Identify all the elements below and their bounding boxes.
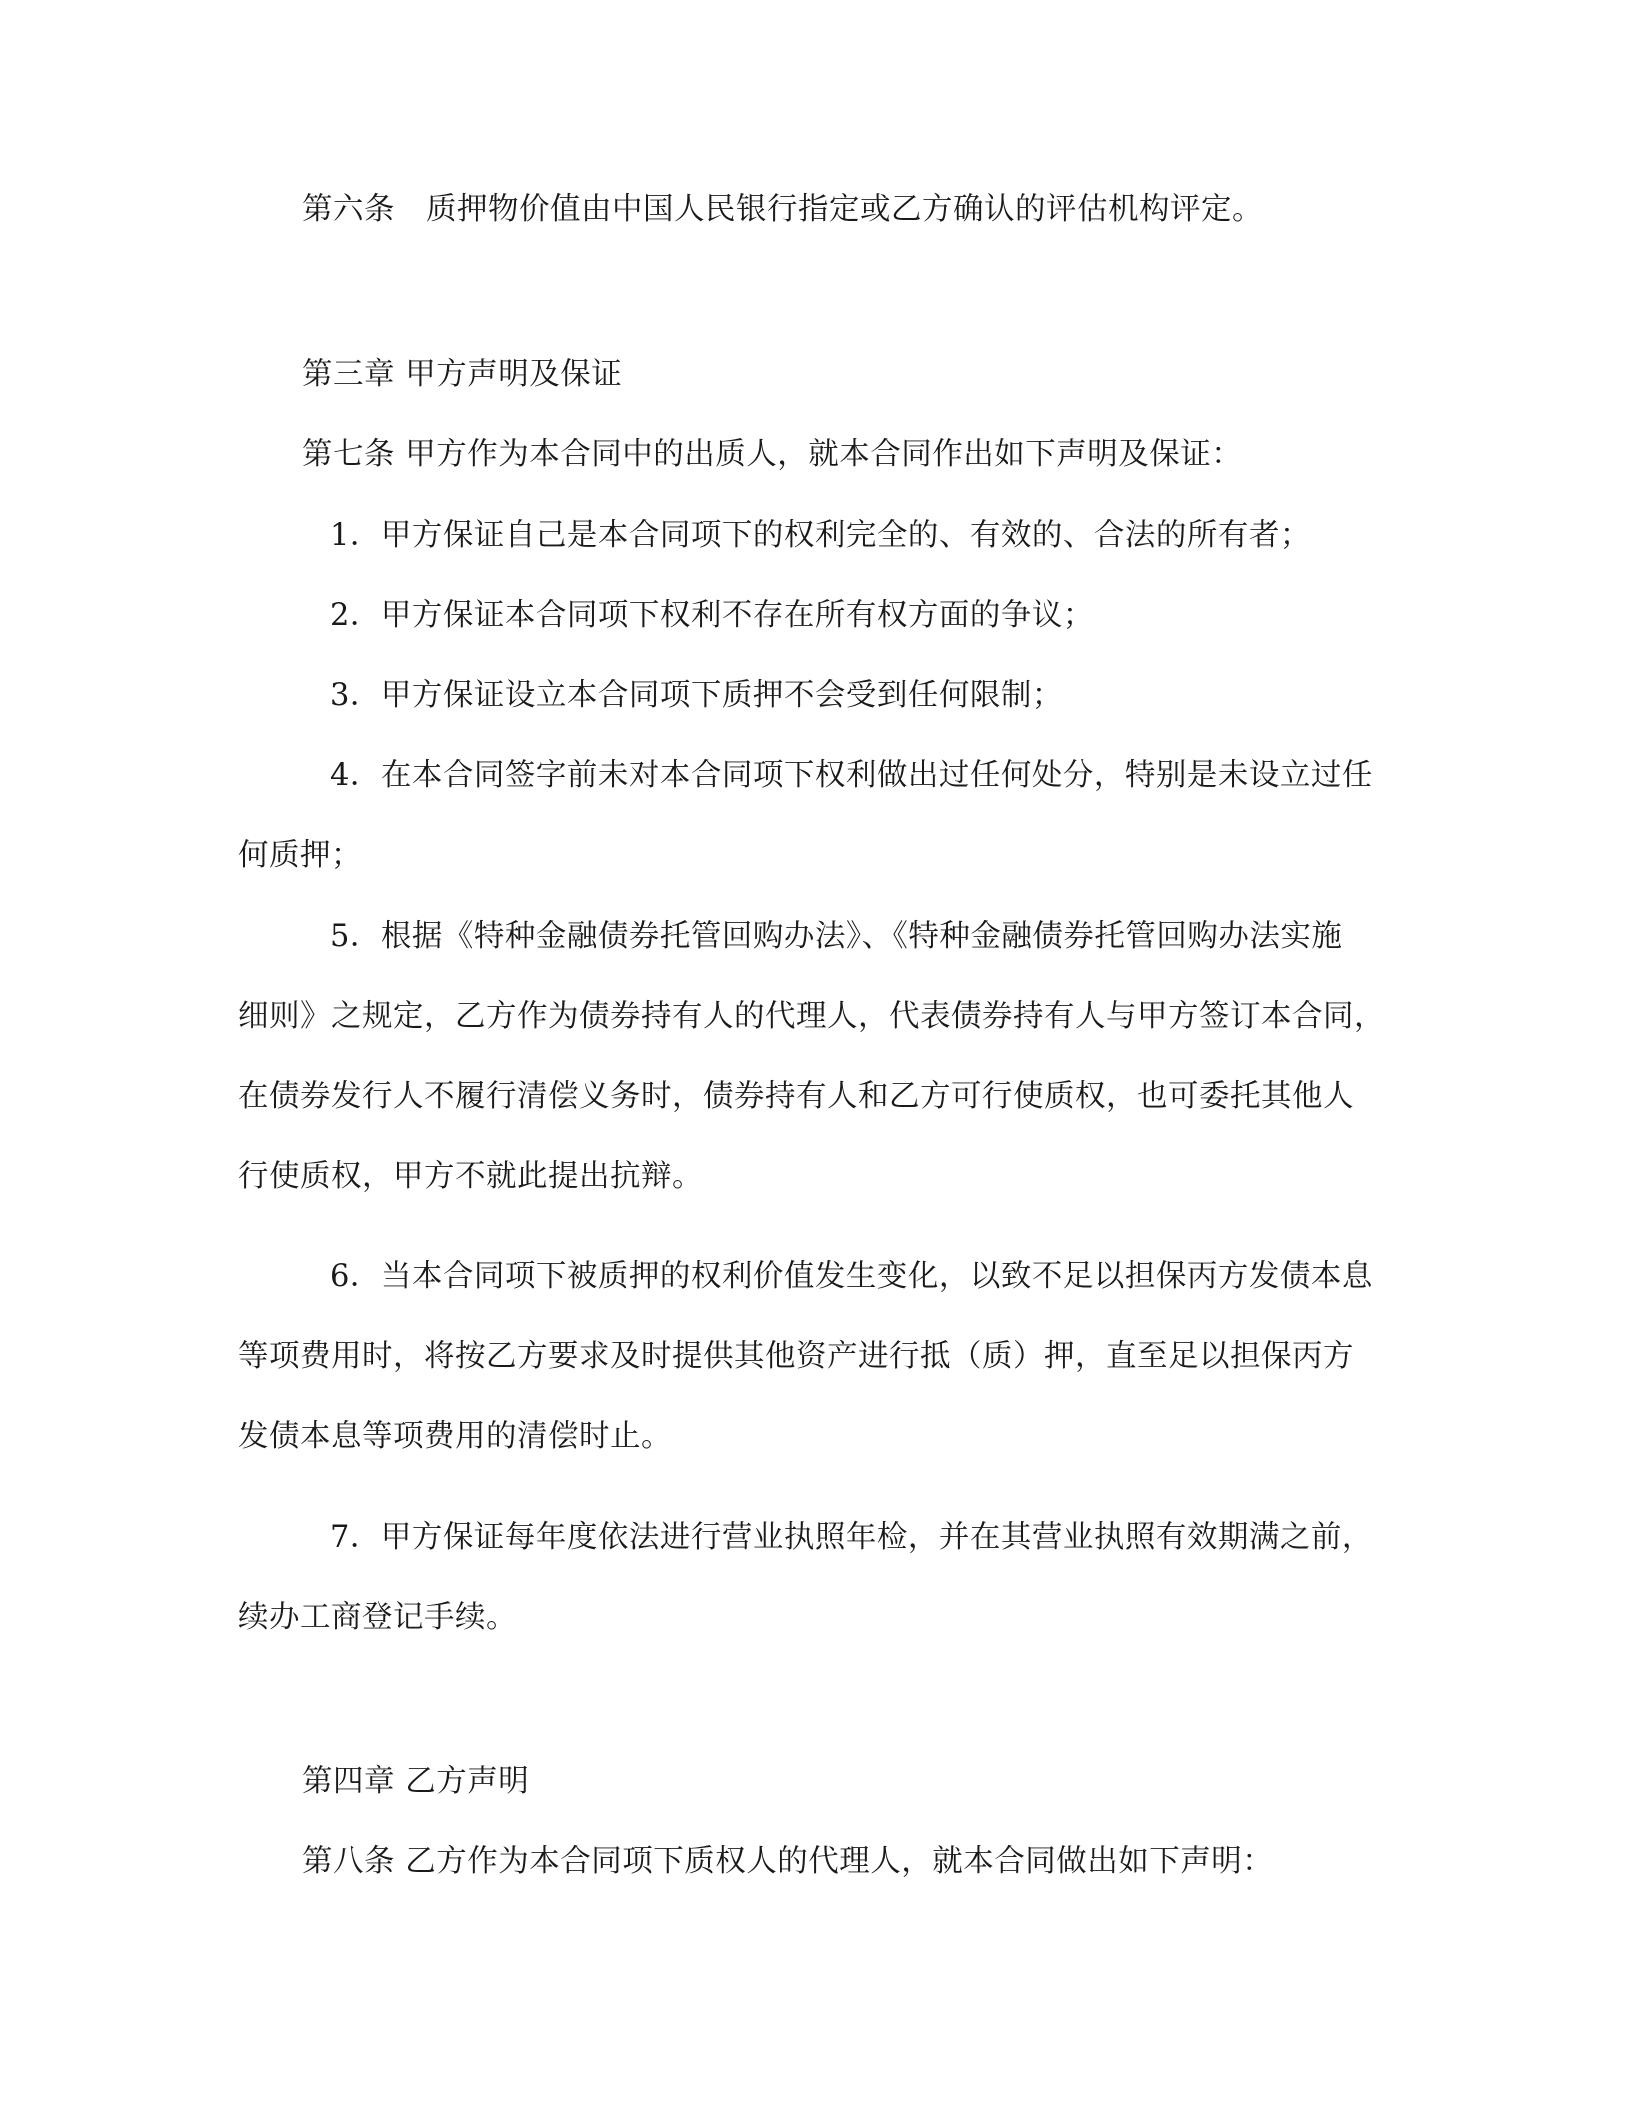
article-7-item-2: 2．甲方保证本合同项下权利不存在所有权方面的争议； [330,598,1094,633]
article-7-item-6-line-3: 发债本息等项费用的清偿时止。 [238,1419,672,1454]
article-7-item-4-line-1: 4．在本合同签字前未对本合同项下权利做出过任何处分，特别是未设立过任 [330,758,1373,793]
article-7-intro: 第七条 甲方作为本合同中的出质人，就本合同作出如下声明及保证： [302,437,1243,472]
article-7-item-7-line-1: 7．甲方保证每年度依法进行营业执照年检，并在其营业执照有效期满之前， [330,1520,1373,1555]
article-7-item-5-line-1: 5．根据《特种金融债券托管回购办法》、《特种金融债券托管回购办法实施 [330,919,1343,954]
article-8-intro: 第八条 乙方作为本合同项下质权人的代理人，就本合同做出如下声明： [302,1844,1274,1879]
chapter-4-heading: 第四章 乙方声明 [302,1764,530,1799]
article-7-item-6-line-1: 6．当本合同项下被质押的权利价值发生变化，以致不足以担保丙方发债本息 [330,1259,1373,1294]
article-7-item-4-line-2: 何质押； [238,838,362,873]
article-7-item-6-line-2: 等项费用时，将按乙方要求及时提供其他资产进行抵（质）押，直至足以担保丙方 [238,1339,1354,1374]
article-7-item-7-line-2: 续办工商登记手续。 [238,1600,517,1635]
article-6: 第六条 质押物价值由中国人民银行指定或乙方确认的评估机构评定。 [302,192,1263,227]
article-7-item-3: 3．甲方保证设立本合同项下质押不会受到任何限制； [330,678,1063,713]
chapter-3-heading: 第三章 甲方声明及保证 [302,357,623,392]
article-7-item-1: 1．甲方保证自己是本合同项下的权利完全的、有效的、合法的所有者； [330,518,1311,553]
article-7-item-5-line-3: 在债券发行人不履行清偿义务时，债券持有人和乙方可行使质权，也可委托其他人 [238,1079,1354,1114]
article-7-item-5-line-4: 行使质权，甲方不就此提出抗辩。 [238,1159,703,1194]
article-7-item-5-line-2: 细则》之规定，乙方作为债券持有人的代理人，代表债券持有人与甲方签订本合同， [238,999,1385,1034]
